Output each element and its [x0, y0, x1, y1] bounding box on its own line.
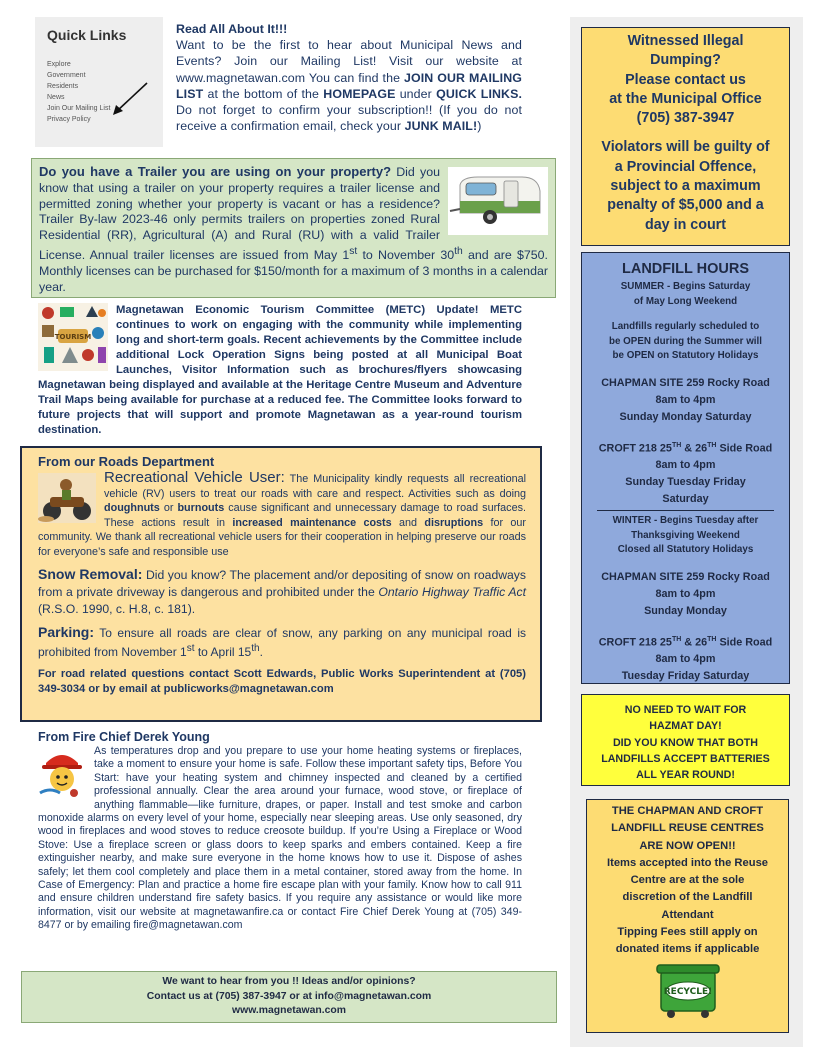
winter-croft-hours: 8am to 4pm: [655, 653, 716, 666]
reuse-line-1: THE CHAPMAN AND CROFT: [611, 805, 764, 817]
reuse-line-7: Attendant: [661, 908, 714, 921]
summer-note-2: be OPEN during the Summer will: [609, 335, 762, 347]
summer-croft-hours: 8am to 4pm: [655, 459, 716, 472]
winter-croft-days: Tuesday Friday Saturday: [621, 670, 750, 683]
dumping-line-2: Dumping?: [650, 52, 721, 69]
fire-safety-text: As temperatures drop and you prepare to use your home heating systems or fireplaces, take a moment to ensure your home is safe. Follow these important safety tips, Before You Start: have your heating system and chimney inspected and cleaned by a certified professional annually. Clear the area around your furnace, wood stove, or fireplace of anything flammable—like furniture, drapes, or paper. Install and test smoke and carbon monoxide alarms on every level of your home, especially near sleeping areas. Use only seasoned, dry wood in fireplaces and wood stoves to reduce creosote buildup. If you’re Using a Fireplace or Wood Stove: Use a fireplace screen or glass doors to keep sparks and embers contained. Keep a fire extinguisher nearby, and make sure everyone in the home knows how to use it. Dispose of ashes safely; let them cool completely and place them in a metal container, stored away from the home. In Case of Emergency: Plan and practice a home fire escape plan with your family. Know how to call 911 and ensure children understand fire safety basics. If you require any assistance or would like more information, visit our website at magnetawanfire.ca or contact Fire Chief Derek Young at (705) 349-8477 or by emailing fire@magnetawan.com: [38, 745, 522, 932]
fire-chief-section: [38, 730, 522, 933]
reuse-line-8: Tipping Fees still apply on: [617, 926, 758, 939]
dumping-line-1: Witnessed Illegal: [627, 33, 744, 49]
summer-chapman-site: CHAPMAN SITE 259 Rocky Road: [601, 376, 770, 389]
trailer-notice-text: Do you have a Trailer you are using on your property? Did you know that using a trailer on your property requires a trailer license and permitted zoning whether your property is vacant or has a residence? Trailer By-law 2023-46 only permits trailers on properties zoned Rural Residential (RR), Agricultural (A) and Rural (RU) with a valid Trailer License. Annual trailer licenses are issued from May 1st to November 30th and are $750. Monthly licenses can be purchased for $150/month for a maximum of 3 months in a calendar year.: [39, 164, 548, 294]
contact-us-box: [21, 971, 557, 1023]
reuse-line-9: donated items if applicable: [615, 943, 760, 956]
trailer-notice-box: [31, 158, 556, 298]
landfill-hours-box: [581, 252, 790, 684]
reuse-centres-box: [586, 799, 789, 1033]
quick-link-mailing-list[interactable]: Join Our Mailing List: [47, 105, 111, 112]
fire-chief-title: From Fire Chief Derek Young: [38, 730, 210, 744]
quick-link-news[interactable]: News: [47, 94, 65, 101]
winter-croft-site: CROFT 218 25TH & 26TH Side Road: [598, 635, 773, 649]
quick-link-residents[interactable]: Residents: [47, 83, 79, 90]
reuse-line-3: ARE NOW OPEN!!: [639, 839, 736, 852]
hazmat-line-5: ALL YEAR ROUND!: [636, 769, 735, 782]
violators-line-3: subject to a maximum: [610, 178, 761, 195]
violators-line-4: penalty of $5,000 and a: [607, 197, 764, 214]
parking-text: Parking: To ensure all roads are clear of snow, any parking on any municipal road is prohibited from November 1st to April 15th.: [38, 623, 526, 660]
snow-removal-text: Snow Removal: Did you know? The placement and/or depositing of snow on roadways from a private driveway is dangerous and prohibited under the Ontario Highway Traffic Act (R.S.O. 1990, c. H.8, c. 181).: [38, 565, 527, 616]
reuse-line-4: Items accepted into the Reuse: [606, 856, 769, 869]
winter-chapman-days: Sunday Monday: [644, 604, 727, 617]
recycle-label: RECYCLE!: [663, 986, 712, 997]
landfill-hours-title: LANDFILL HOURS: [621, 261, 749, 277]
season-divider: [597, 510, 774, 511]
quick-links-title: Quick Links: [47, 27, 127, 43]
camper-trailer-icon: [448, 167, 548, 235]
summer-croft-days-2: Saturday: [662, 493, 709, 506]
summer-line-2: of May Long Weekend: [633, 295, 738, 307]
winter-line-2: Thanksgiving Weekend: [631, 529, 740, 541]
contact-line-1: We want to hear from you !! Ideas and/or opinions?: [162, 976, 416, 987]
winter-chapman-site: CHAPMAN SITE 259 Rocky Road: [601, 570, 770, 583]
website-link[interactable]: www.magnetawan.com: [232, 1005, 346, 1016]
recycle-bin-icon: [653, 961, 723, 1019]
hazmat-notice-box: [581, 694, 790, 786]
contact-line-2: Contact us at (705) 387-3947 or at info@magnetawan.com: [146, 990, 432, 1002]
reuse-line-2: LANDFILL REUSE CENTRES: [611, 822, 764, 835]
violators-line-5: day in court: [644, 216, 727, 233]
read-all-heading: Read All About It!!!: [176, 22, 288, 36]
quick-link-explore[interactable]: Explore: [47, 61, 71, 68]
summer-chapman-hours: 8am to 4pm: [655, 393, 716, 406]
hazmat-line-2: HAZMAT DAY!: [649, 720, 722, 733]
illegal-dumping-box: [581, 27, 790, 246]
reuse-line-6: discretion of the Landfill: [622, 891, 753, 904]
winter-line-1: WINTER - Begins Tuesday after: [612, 515, 759, 527]
summer-croft-site: CROFT 218 25TH & 26TH Side Road: [598, 441, 773, 455]
metc-update-text: Magnetawan Economic Tourism Committee (METC) Update! METC continues to work on engaging with the community while implementing long and short-term goals. Recent achievements by the Committee include additional Lock Operation Signs being posted at all Municipal Boat Launches, Visitor Information such as brochures/flyers showcasing Magnetawan being displayed and available at the Heritage Centre Museum and Adventure Trail Maps being available for purchase at a reduced fee. The Committee looks forward to future projects that will support and promote Magnetawan as a year-round tourism destination.: [38, 304, 522, 436]
quick-link-government[interactable]: Government: [47, 72, 86, 79]
dumping-line-3: Please contact us: [625, 71, 746, 88]
dumping-line-4: at the Municipal Office: [609, 90, 762, 107]
hazmat-line-1: NO NEED TO WAIT FOR: [624, 704, 747, 716]
atv-rider-icon: [38, 473, 96, 523]
metc-update-section: [38, 303, 522, 438]
rv-user-text: Recreational Vehicle User: The Municipality kindly requests all recreational vehicle (RV) users to treat our roads with care and respect. Activities such as doing doughnuts or burnouts cause significant and unnecessary damage to road surfaces. These actions result in increased maintenance costs and disruptions for our community. We thank all recreational vehicle users for their cooperation in helping preserve our roads for everyone’s safe and responsible use: [38, 469, 527, 558]
winter-line-3: Closed all Statutory Holidays: [617, 544, 754, 556]
summer-note-3: be OPEN on Statutory Holidays: [612, 350, 759, 361]
dumping-phone: (705) 387-3947: [636, 110, 735, 127]
roads-department-box: [20, 446, 542, 722]
violators-line-2: a Provincial Offence,: [614, 158, 757, 175]
hazmat-line-3: DID YOU KNOW THAT BOTH: [612, 736, 759, 749]
firefighter-mascot-icon: [38, 749, 86, 799]
read-all-about-it-section: [176, 21, 522, 134]
quick-links-panel: [35, 17, 163, 147]
quick-link-privacy[interactable]: Privacy Policy: [47, 116, 91, 123]
winter-chapman-hours: 8am to 4pm: [655, 587, 716, 600]
pointer-arrow-icon: [111, 81, 151, 117]
summer-chapman-days: Sunday Monday Saturday: [619, 410, 752, 423]
summer-line-1: SUMMER - Begins Saturday: [620, 281, 751, 292]
roads-contact-text: For road related questions contact Scott Edwards, Public Works Superintendent at (705) 349-3034 or by email at publicworks@magnetawan.com: [38, 667, 526, 696]
violators-line-1: Violators will be guilty of: [601, 139, 770, 156]
reuse-line-5: Centre are at the sole: [630, 874, 745, 887]
hazmat-line-4: LANDFILLS ACCEPT BATTERIES: [601, 752, 770, 765]
summer-note-1: Landfills regularly scheduled to: [611, 321, 760, 332]
svg-text:TOURISM: TOURISM: [54, 333, 92, 341]
roads-department-title: From our Roads Department: [38, 454, 215, 469]
rv-user-section: [38, 471, 526, 560]
summer-croft-days: Sunday Tuesday Friday: [625, 476, 746, 489]
read-all-body: Want to be the first to hear about Municipal News and Events? Join our Mailing List! Visit our website at www.magnetawan.com You can find the JOIN OUR MAILING LIST at the bottom of the HOMEPAGE under QUICK LINKS. Do not forget to confirm your subscription!! (If you do not receive a confirmation email, check your JUNK MAIL!): [176, 38, 523, 134]
tourism-collage-icon: [38, 303, 108, 371]
